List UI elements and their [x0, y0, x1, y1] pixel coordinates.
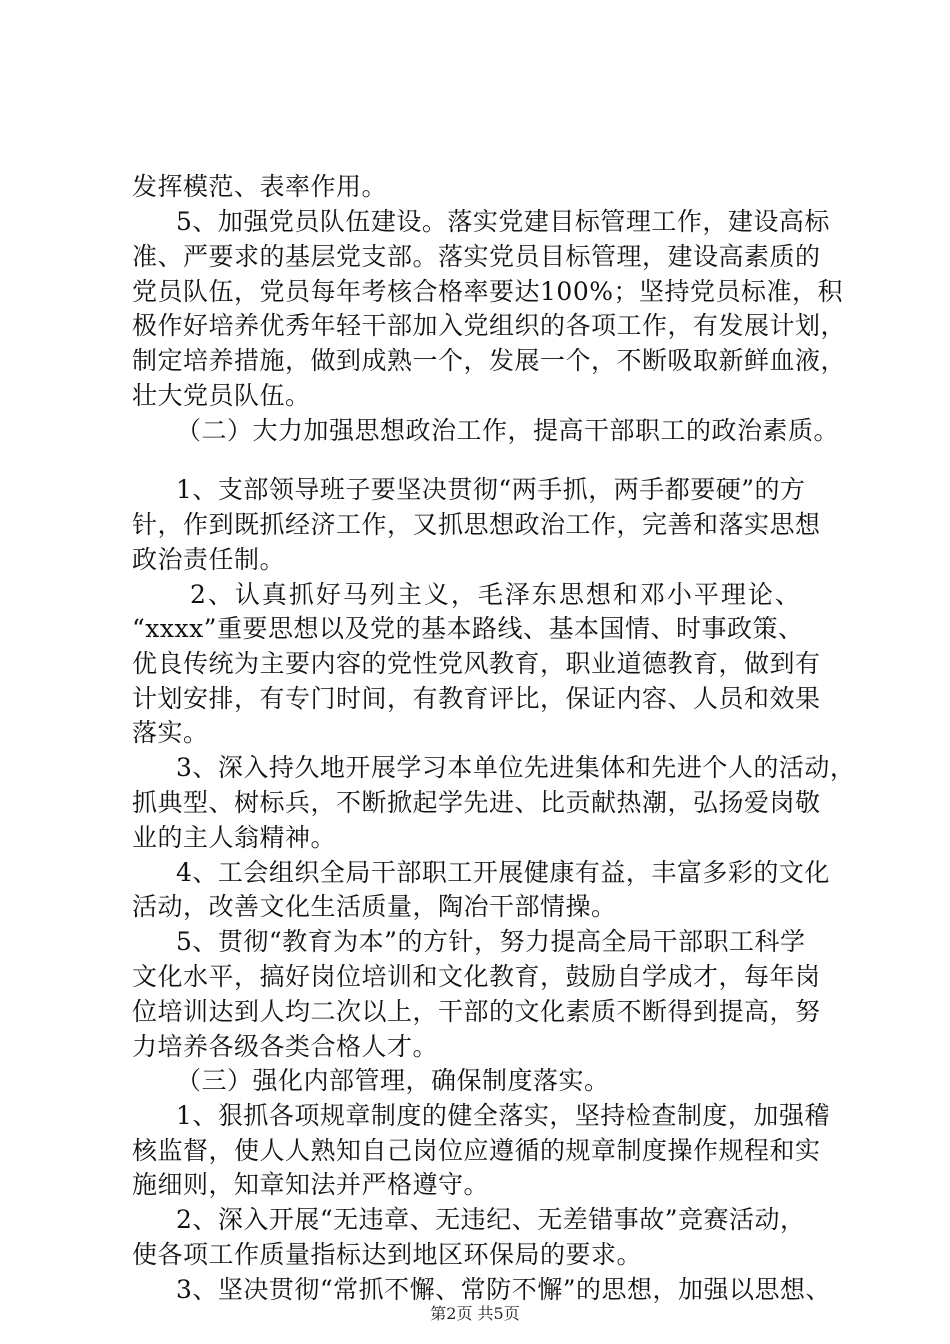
text-line: 位培训达到人均二次以上，干部的文化素质不断得到提高，努: [132, 997, 821, 1026]
text-line: 1、支部领导班子要坚决贯彻“两手抓，两手都要硬”的方: [176, 475, 806, 504]
text-line: 活动，改善文化生活质量，陶冶干部情操。: [132, 892, 617, 921]
text-line: 3、坚决贯彻“常抓不懈、常防不懈”的思想，加强以思想、: [176, 1275, 831, 1304]
text-line: 1、狠抓各项规章制度的健全落实，坚持检查制度，加强稽: [176, 1101, 830, 1130]
text-line: 2、认真抓好马列主义，毛泽东思想和邓小平理论、: [190, 580, 802, 609]
text-line: 政治责任制。: [132, 545, 286, 574]
text-line: 3、深入持久地开展学习本单位先进集体和先进个人的活动，: [176, 753, 856, 782]
text-line: 壮大党员队伍。: [132, 381, 311, 410]
text-line: 施细则，知章知法并严格遵守。: [132, 1170, 490, 1199]
text-line: 优良传统为主要内容的党性党风教育，职业道德教育，做到有: [132, 649, 821, 678]
text-line: 党员队伍，党员每年考核合格率要达100%；坚持党员标准，积: [132, 277, 843, 306]
page-footer: 第2页 共5页: [430, 1304, 520, 1323]
text-line: 文化水平，搞好岗位培训和文化教育，鼓励自学成才，每年岗: [132, 962, 821, 991]
text-line: 计划安排，有专门时间，有教育评比，保证内容、人员和效果: [132, 684, 821, 713]
text-line: 业的主人翁精神。: [132, 823, 337, 852]
section-heading: （二）大力加强思想政治工作，提高干部职工的政治素质。: [176, 416, 840, 445]
text-line: 准、严要求的基层党支部。落实党员目标管理，建设高素质的: [132, 242, 821, 271]
text-line: 使各项工作质量指标达到地区环保局的要求。: [132, 1240, 643, 1269]
text-line: 5、加强党员队伍建设。落实党建目标管理工作，建设高标: [176, 207, 830, 236]
text-line: 抓典型、树标兵，不断掀起学先进、比贡献热潮，弘扬爱岗敬: [132, 788, 821, 817]
text-line: 极作好培养优秀年轻干部加入党组织的各项工作，有发展计划，: [132, 311, 847, 340]
text-line: 2、深入开展“无违章、无违纪、无差错事故”竞赛活动，: [176, 1205, 806, 1234]
text-line: 核监督，使人人熟知自己岗位应遵循的规章制度操作规程和实: [132, 1136, 821, 1165]
section-heading: （三）强化内部管理，确保制度落实。: [176, 1066, 610, 1095]
text-line: “xxxx”重要思想以及党的基本路线、基本国情、时事政策、: [132, 614, 804, 643]
text-line: 4、工会组织全局干部职工开展健康有益，丰富多彩的文化: [176, 858, 830, 887]
text-line: 制定培养措施，做到成熟一个，发展一个，不断吸取新鲜血液，: [132, 346, 847, 375]
text-line: 发挥模范、表率作用。: [132, 172, 388, 201]
text-line: 力培养各级各类合格人才。: [132, 1032, 439, 1061]
text-line: 落实。: [132, 718, 209, 747]
text-line: 5、贯彻“教育为本”的方针，努力提高全局干部职工科学: [176, 927, 806, 956]
text-line: 针，作到既抓经济工作，又抓思想政治工作，完善和落实思想: [132, 510, 821, 539]
